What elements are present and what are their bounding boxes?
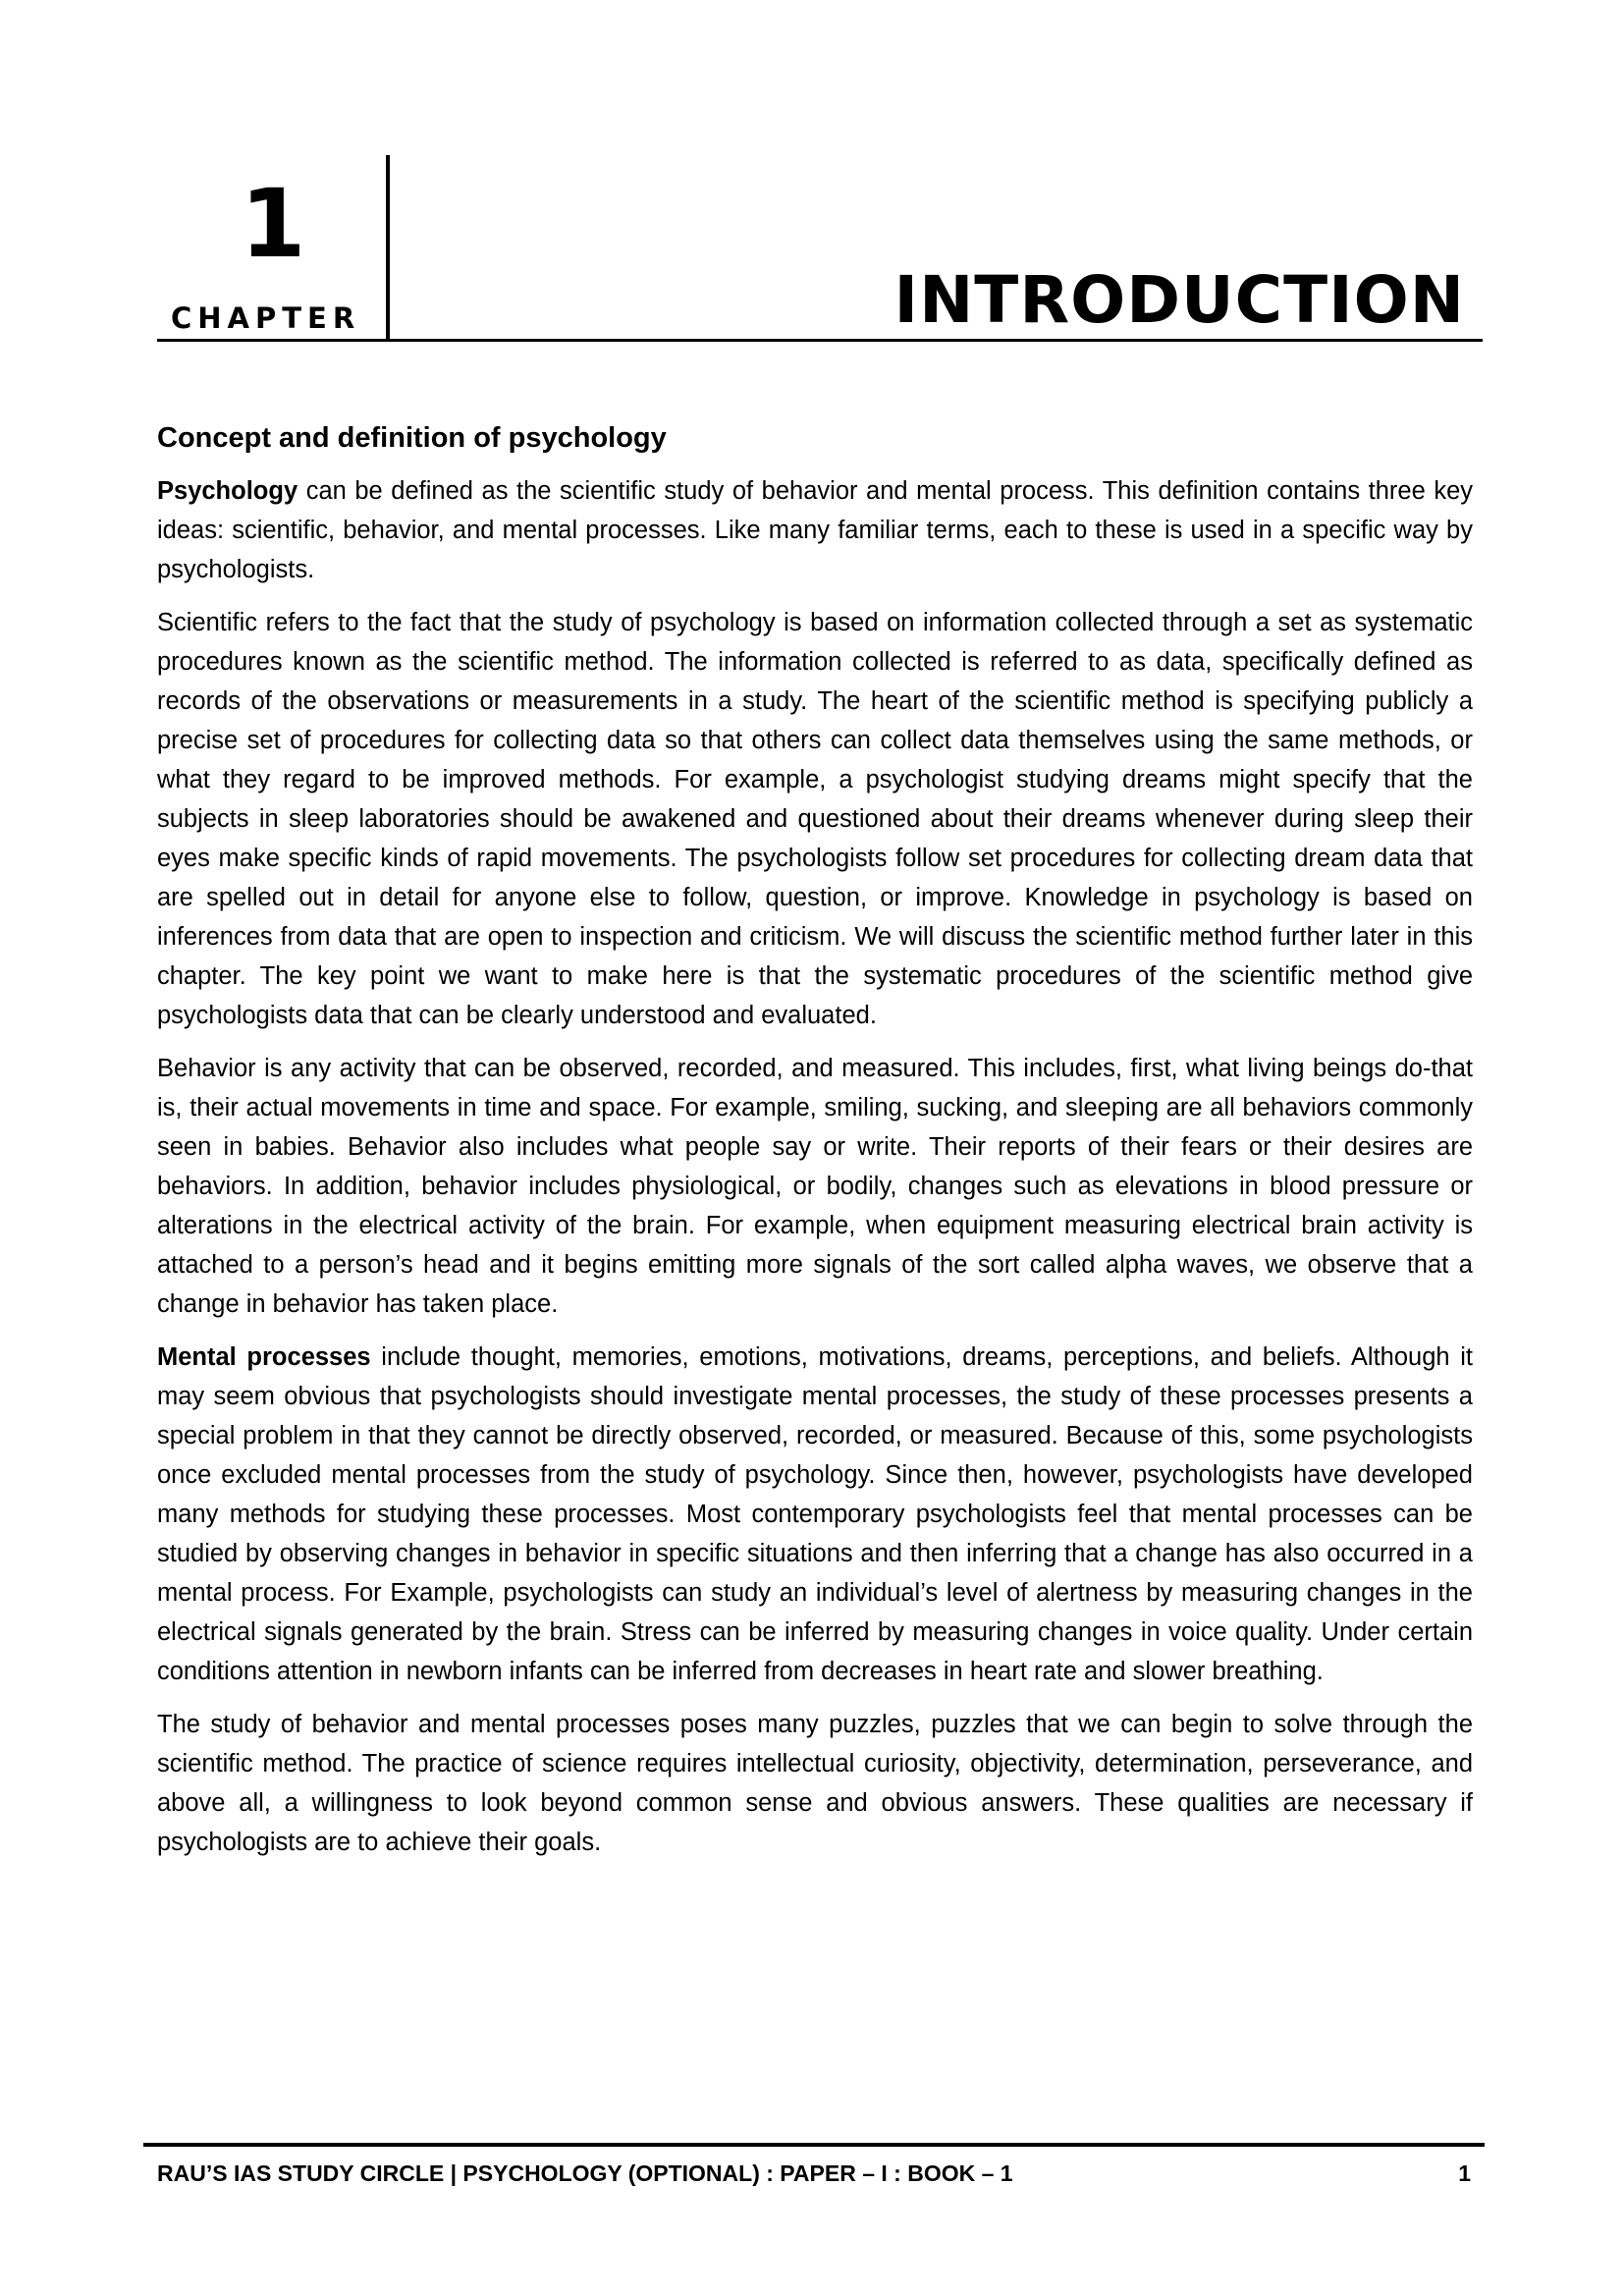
paragraph-behavior: Behavior is any activity that can be observed, recorded, and measured. This includes, first, what living beings do-that is, their actual movements in time and space. For example, smiling, sucking, and sleeping are all behaviors commonly seen in babies. Behavior also includes what people say or write. Their reports of their fears or their desires are behaviors. In addition, behavior includes physiological, or bodily, changes such as elevations in blood pressure or alterations in the electrical activity of the brain. For example, when equipment measuring electrical brain activity is attached to a person’s head and it begins emitting more signals of the sort called alpha waves, we observe that a change in behavior has taken place. [157, 1055, 1473, 1318]
section-heading: Concept and definition of psychology [157, 422, 667, 454]
header-vertical-divider [386, 155, 390, 342]
paragraph-puzzles: The study of behavior and mental processes poses many puzzles, puzzles that we can begin to solve through the scientific method. The practice of science requires intellectual curiosity, objectivity, determination, perseverance, and above all, a willingness to look beyond common sense and obvious answers. These qualities are necessary if psychologists are to achieve their goals. [157, 1711, 1473, 1856]
paragraph-scientific: Scientific refers to the fact that the study of psychology is based on information collected through a set as systematic procedures known as the scientific method. The information collected is referred to as data, specifically defined as records of the observations or measurements in a study. The heart of the scientific method is specifying publicly a precise set of procedures for collecting data so that others can collect data themselves using the same methods, or what they regard to be improved methods. For example, a psychologist studying dreams might specify that the subjects in sleep laboratories should be awakened and questioned about their dreams whenever during sleep their eyes make specific kinds of rapid movements. The psychologists follow set procedures for collecting dream data that are spelled out in detail for anyone else to follow, question, or improve. Knowledge in psychology is based on inferences from data that are open to inspection and criticism. We will discuss the scientific method further later in this chapter. The key point we want to make here is that the systematic procedures of the scientific method give psychologists data that can be clearly understood and evaluated. [157, 609, 1473, 1029]
page-content [157, 418, 1473, 1876]
paragraph-psychology-definition [157, 471, 1473, 589]
chapter-title: INTRODUCTION [893, 262, 1465, 338]
term-psychology: Psychology [157, 477, 298, 505]
paragraph-text: can be defined as the scientific study of behavior and mental process. This definition contains three key ideas: scientific, behavior, and mental processes. Like many familiar terms, each to these is used in a specific way by psychologists. [157, 477, 1473, 583]
page-number: 1 [1458, 2160, 1471, 2186]
footer-rule [143, 2143, 1485, 2147]
chapter-number: 1 [240, 169, 306, 279]
chapter-header [157, 155, 1483, 342]
paragraph-text: include thought, memories, emotions, motivations, dreams, perceptions, and beliefs. Although it may seem obvious that psychologists should investigate mental processes, the study of these processes presents a special problem in that they cannot be directly observed, recorded, or measured. Because of this, some psychologists once excluded mental processes from the study of psychology. Since then, however, psychologists have developed many methods for studying these processes. Most contemporary psychologists feel that mental processes can be studied by observing changes in behavior in specific situations and then inferring that a change has also occurred in a mental process. For Example, psychologists can study an individual’s level of alertness by measuring changes in the electrical signals generated by the brain. Stress can be inferred by measuring changes in voice quality. Under certain conditions attention in newborn infants can be inferred from decreases in heart rate and slower breathing. [157, 1343, 1473, 1685]
header-horizontal-rule [157, 339, 1483, 342]
chapter-label-block [157, 155, 389, 342]
chapter-word: CHAPTER [171, 301, 361, 335]
paragraph-mental-processes [157, 1338, 1473, 1691]
footer-text: RAU’S IAS STUDY CIRCLE | PSYCHOLOGY (OPTIONAL) : PAPER – I : BOOK – 1 [157, 2160, 1013, 2186]
page-footer [143, 2143, 1485, 2186]
term-mental-processes: Mental processes [157, 1343, 371, 1371]
